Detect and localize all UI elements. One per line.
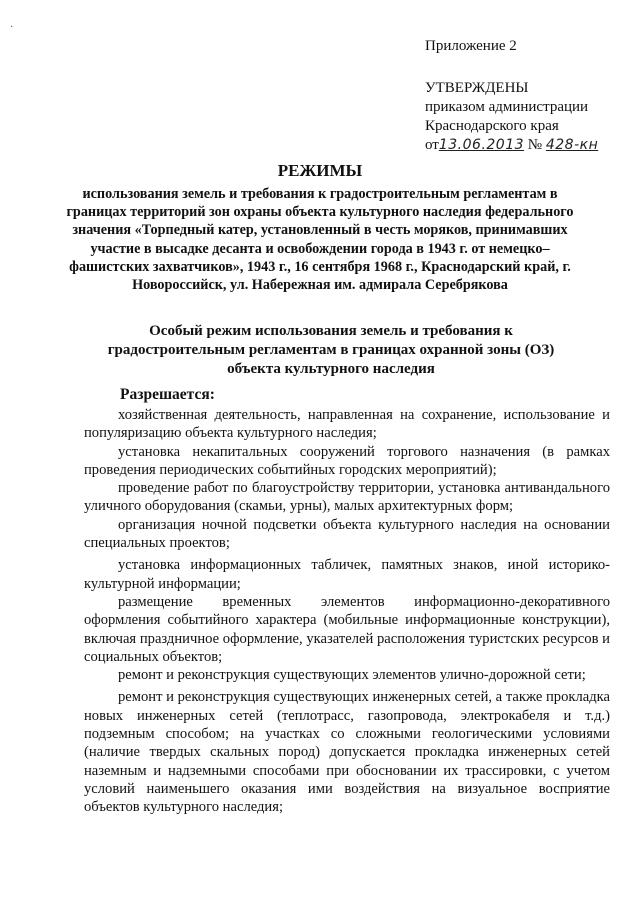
order-label: приказом администрации [425,99,589,115]
scan-speck: · [10,22,14,33]
order-date-line [425,136,630,155]
region-label: Краснодарского края [425,118,559,134]
list-item: ремонт и реконструкция существующих инженерных сетей, а также прокладка новых инженерных сетей (теплотрасс, газопровода, электрокабеля и т.д.) подземным способом; на участках со сложными геологическими условиями (наличие твердых скальных пород) допускается прокладка инженерных сетей наземным и надземными способами при обосновании их трассировки, с учетом условий наименьшего оказания ими воздействия на визуальное восприятие объектов культурного наследия; [84,689,610,816]
list-item: установка информационных табличек, памятных знаков, иной историко-культурной информации; [84,557,610,592]
handwritten-date: 13.06.2013 [438,137,525,153]
number-prefix: № [527,137,543,153]
date-prefix: от [425,137,439,153]
allowed-list [84,406,610,817]
list-item: проведение работ по благоустройству территории, установка антивандального уличного оборудования (скамьи, урны), малых архитектурных форм; [84,480,610,515]
list-item: установка некапитальных сооружений торгового назначения (в рамках проведения периодических событийных городских мероприятий); [84,443,610,478]
approved-label: УТВЕРЖДЕНЫ [425,80,529,96]
list-item: хозяйственная деятельность, направленная на сохранение, использование и популяризацию объекта культурного наследия; [84,407,610,442]
handwritten-number: 428-кн [545,137,599,153]
allowed-heading: Разрешается: [120,386,215,403]
regime-heading: Особый режим использования земель и требования к градостроительным регламентам в границах охранной зоны (ОЗ) объекта культурного наследия [107,323,555,377]
list-item: организация ночной подсветки объекта культурного наследия на основании специальных проектов; [84,516,610,552]
list-item: размещение временных элементов информационно-декоративного оформления событийного характера (мобильные информационные конструкции), включая праздничное оформление, указателей расположения туристских ресурсов и социальных объектов; [84,593,610,665]
document-subtitle: использования земель и требования к градостроительным регламентам в границах территорий зон охраны объекта культурного наследия федерального значения «Торпедный катер, установленный в честь моряков, принимавших участие в высадке десанта и освобождении города в 1943 г. от немецко–фашистских захватчиков», 1943 г., 16 сентября 1968 г., Краснодарский край, г. Новороссийск, ул. Набережная им. адмирала Серебрякова [66,186,574,294]
list-item: ремонт и реконструкция существующих элементов улично-дорожной сети; [118,667,586,684]
document-title: РЕЖИМЫ [277,161,363,180]
approval-block [425,37,630,155]
appendix-label: Приложение 2 [425,38,517,54]
